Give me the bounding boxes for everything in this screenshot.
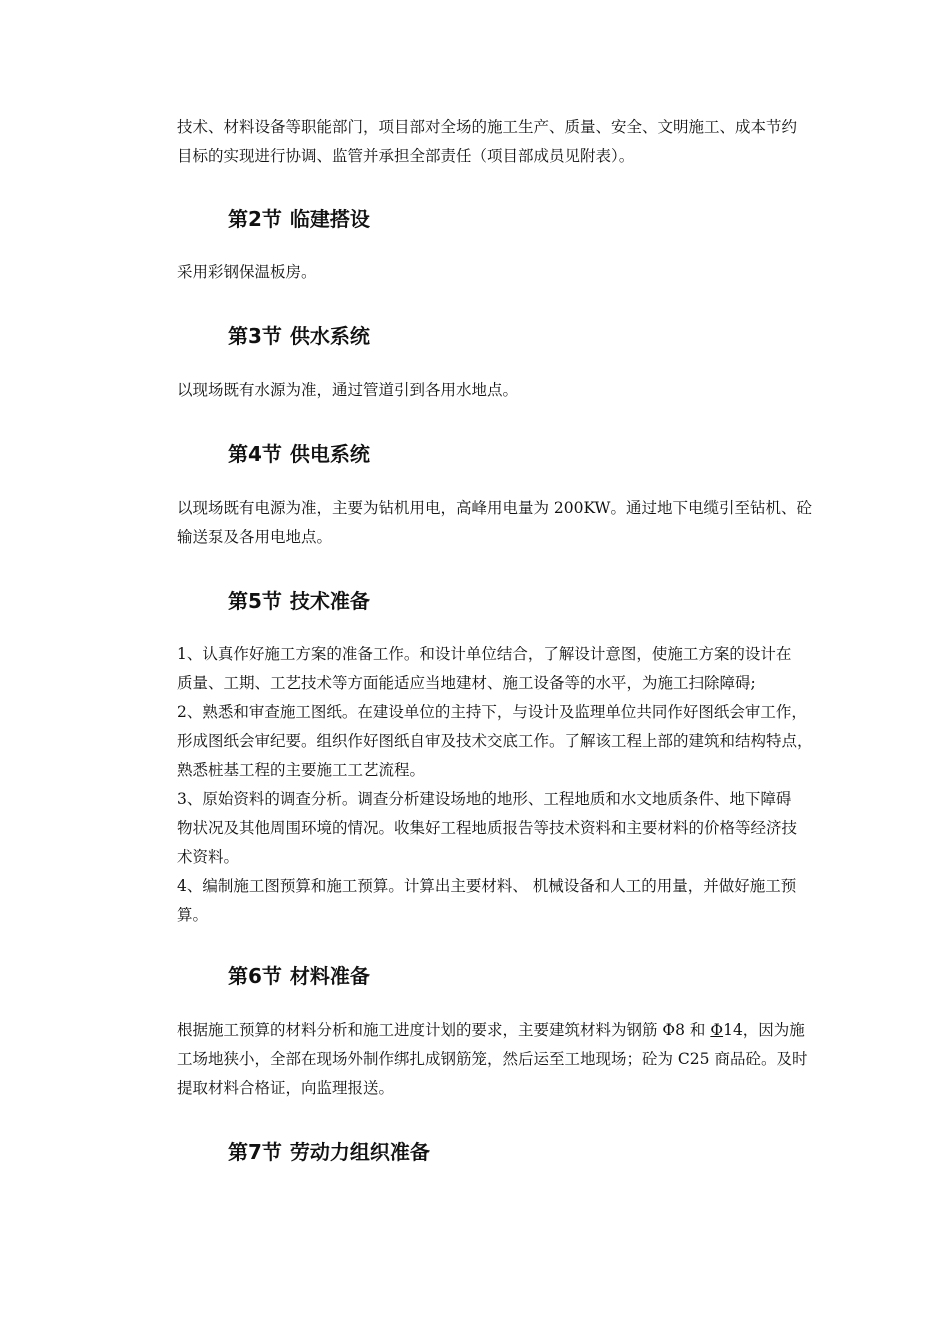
section-number: 第2节 bbox=[228, 207, 282, 231]
section-title: 供水系统 bbox=[289, 324, 370, 348]
text-line: 以现场既有电源为准，主要为钻机用电，高峰用电量为 200KW。通过地下电缆引至钻机、砼 bbox=[177, 499, 812, 517]
text-line: 技术、材料设备等职能部门，项目部对全场的施工生产、质量、安全、文明施工、成本节约 bbox=[177, 118, 798, 136]
section-heading-3 bbox=[228, 322, 370, 350]
section-number: 第4节 bbox=[228, 442, 282, 466]
section-6-paragraph bbox=[177, 1016, 867, 1103]
section-3-paragraph bbox=[177, 376, 867, 405]
text-line: 1、认真作好施工方案的准备工作。和设计单位结合，了解设计意图，使施工方案的设计在 bbox=[177, 645, 792, 663]
section-heading-7 bbox=[228, 1138, 430, 1166]
section-heading-2 bbox=[228, 205, 370, 233]
section-number: 第3节 bbox=[228, 324, 282, 348]
underlined-phi-symbol: Φ bbox=[710, 1021, 724, 1039]
section-number: 第6节 bbox=[228, 964, 282, 988]
text-line: 工场地狭小，全部在现场外制作绑扎成钢筋笼，然后运至工地现场；砼为 C25 商品砼。及时 bbox=[177, 1050, 808, 1068]
section-2-paragraph bbox=[177, 258, 867, 287]
text-line: 以现场既有水源为准，通过管道引到各用水地点。 bbox=[177, 381, 519, 399]
text-line: 4、编制施工图预算和施工预算。计算出主要材料、 机械设备和人工的用量，并做好施工预 bbox=[177, 877, 797, 895]
section-heading-4 bbox=[228, 440, 370, 468]
text-line: 3、原始资料的调查分析。调查分析建设场地的地形、工程地质和水文地质条件、地下障碍 bbox=[177, 790, 792, 808]
section-title: 供电系统 bbox=[289, 442, 370, 466]
section-number: 第5节 bbox=[228, 589, 282, 613]
text-line: 质量、工期、工艺技术等方面能适应当地建材、施工设备等的水平，为施工扫除障碍; bbox=[177, 674, 756, 692]
text-line: 采用彩钢保温板房。 bbox=[177, 263, 317, 281]
text-line: 算。 bbox=[177, 906, 209, 924]
section-heading-6 bbox=[228, 962, 370, 990]
section-title: 技术准备 bbox=[289, 589, 370, 613]
text-line: 物状况及其他周围环境的情况。收集好工程地质报告等技术资料和主要材料的价格等经济技 bbox=[177, 819, 798, 837]
text-line: 目标的实现进行协调、监管并承担全部责任（项目部成员见附表）。 bbox=[177, 147, 635, 165]
text-line: 熟悉桩基工程的主要施工工艺流程。 bbox=[177, 761, 426, 779]
section-heading-5 bbox=[228, 587, 370, 615]
text-segment: 根据施工预算的材料分析和施工进度计划的要求，主要建筑材料为钢筋 Φ8 和 bbox=[177, 1021, 711, 1039]
section-5-paragraph bbox=[177, 640, 867, 930]
section-title: 劳动力组织准备 bbox=[289, 1140, 430, 1164]
section-4-paragraph bbox=[177, 494, 867, 552]
text-line: 输送泵及各用电地点。 bbox=[177, 528, 333, 546]
text-line: 形成图纸会审纪要。组织作好图纸自审及技术交底工作。了解该工程上部的建筑和结构特点， bbox=[177, 732, 813, 750]
text-segment: 14，因为施 bbox=[723, 1021, 805, 1039]
text-line: 术资料。 bbox=[177, 848, 240, 866]
text-line: 提取材料合格证，向监理报送。 bbox=[177, 1079, 395, 1097]
section-title: 临建搭设 bbox=[289, 207, 370, 231]
section-title: 材料准备 bbox=[289, 964, 370, 988]
text-line bbox=[177, 1016, 867, 1045]
intro-paragraph bbox=[177, 113, 867, 171]
section-number: 第7节 bbox=[228, 1140, 282, 1164]
text-line: 2、熟悉和审查施工图纸。在建设单位的主持下，与设计及监理单位共同作好图纸会审工作， bbox=[177, 703, 807, 721]
